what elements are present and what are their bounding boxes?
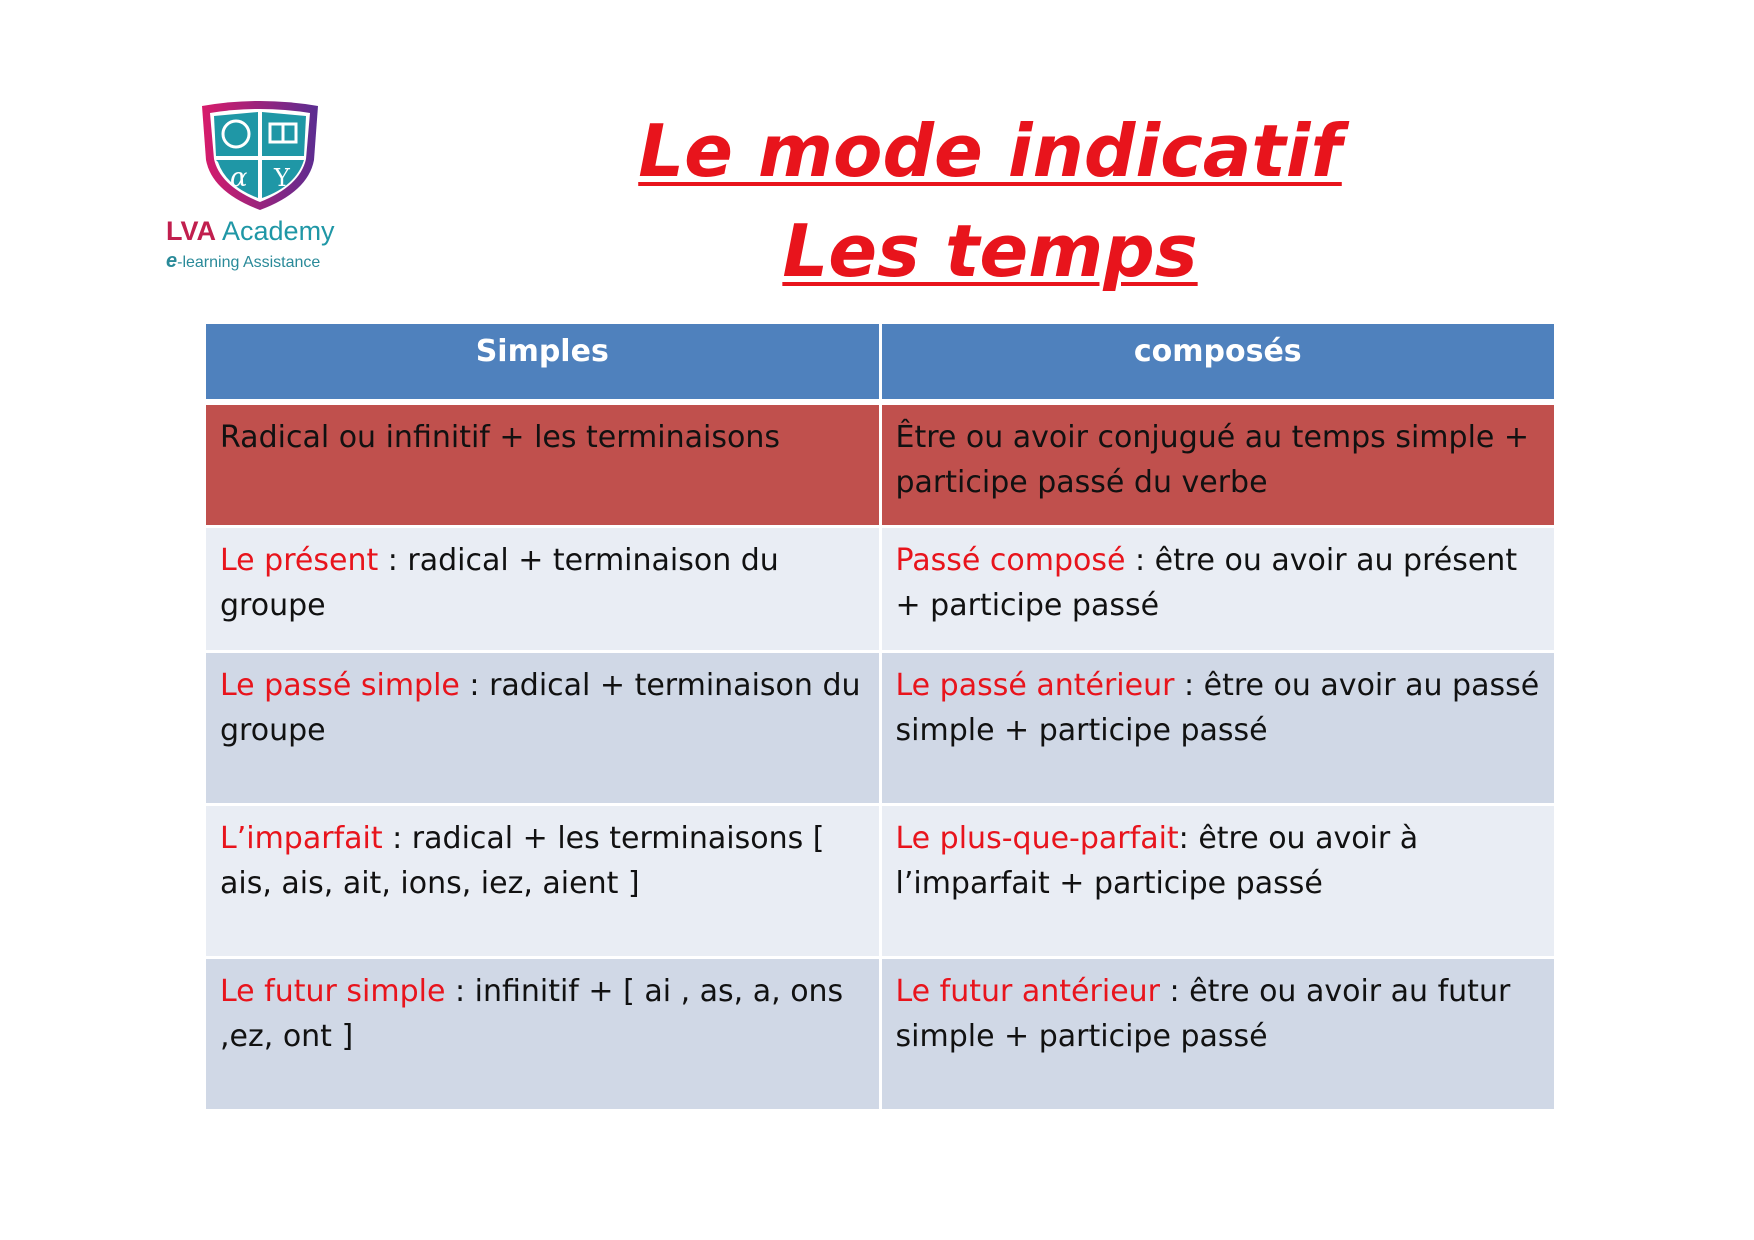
tense-name: Passé composé — [895, 543, 1126, 578]
tense-name: Le passé simple — [220, 668, 460, 703]
lva-academy-logo — [160, 100, 360, 275]
tense-name: Le présent — [220, 543, 379, 578]
compound-tense-cell — [880, 958, 1556, 1111]
logo-wordmark-rest: Academy — [216, 216, 335, 246]
page-subtitle: Les temps — [782, 209, 1198, 293]
tense-description: : être ou avoir au présent + participe passé — [895, 543, 1518, 623]
formation-rule-row — [205, 402, 1556, 527]
header-composes: composés — [880, 323, 1556, 403]
tense-description: : radical + terminaison du groupe — [220, 668, 861, 748]
compound-tense-cell — [880, 805, 1556, 958]
tense-description: : infinitif + [ ai , as, a, ons ,ez, ont ] — [220, 974, 844, 1054]
tense-name: L’imparfait — [220, 821, 383, 856]
simple-tense-cell — [205, 958, 881, 1111]
header-simples: Simples — [205, 323, 881, 403]
compound-tense-cell — [880, 527, 1556, 652]
tense-description: : radical + les terminaisons [ ais, ais, ait, ions, iez, aient ] — [220, 821, 825, 901]
table-header-row — [205, 323, 1556, 403]
tense-name: Le plus-que-parfait — [895, 821, 1179, 856]
logo-tagline-e: e — [166, 250, 178, 272]
svg-text:Y: Y — [274, 164, 290, 192]
logo-tagline — [166, 250, 320, 273]
tense-description: : être ou avoir au passé simple + participe passé — [895, 668, 1540, 748]
logo-wordmark-bold: LVA — [166, 216, 216, 246]
tense-name: Le passé antérieur — [895, 668, 1175, 703]
simple-tense-cell — [205, 652, 881, 805]
compound-tense-cell — [880, 652, 1556, 805]
svg-text:α: α — [230, 163, 248, 193]
tense-description: : être ou avoir au futur simple + participe passé — [895, 974, 1511, 1054]
simple-tense-cell — [205, 805, 881, 958]
page-title: Le mode indicatif — [638, 109, 1342, 193]
table-row — [205, 805, 1556, 958]
logo-tagline-rest: -learning Assistance — [177, 254, 321, 271]
tense-name: Le futur simple — [220, 974, 446, 1009]
table-row — [205, 958, 1556, 1111]
logo-wordmark — [166, 216, 335, 247]
simple-rule-cell: Radical ou infinitif + les terminaisons — [205, 402, 881, 527]
tense-description: : radical + terminaison du groupe — [220, 543, 779, 623]
tense-name: Le futur antérieur — [895, 974, 1160, 1009]
tenses-table — [203, 321, 1557, 1112]
table-row — [205, 652, 1556, 805]
tense-description: : être ou avoir à l’imparfait + participe passé — [895, 821, 1419, 901]
shield-crest-icon — [190, 100, 330, 212]
simple-tense-cell — [205, 527, 881, 652]
compound-rule-cell: Être ou avoir conjugué au temps simple + participe passé du verbe — [880, 402, 1556, 527]
table-row — [205, 527, 1556, 652]
